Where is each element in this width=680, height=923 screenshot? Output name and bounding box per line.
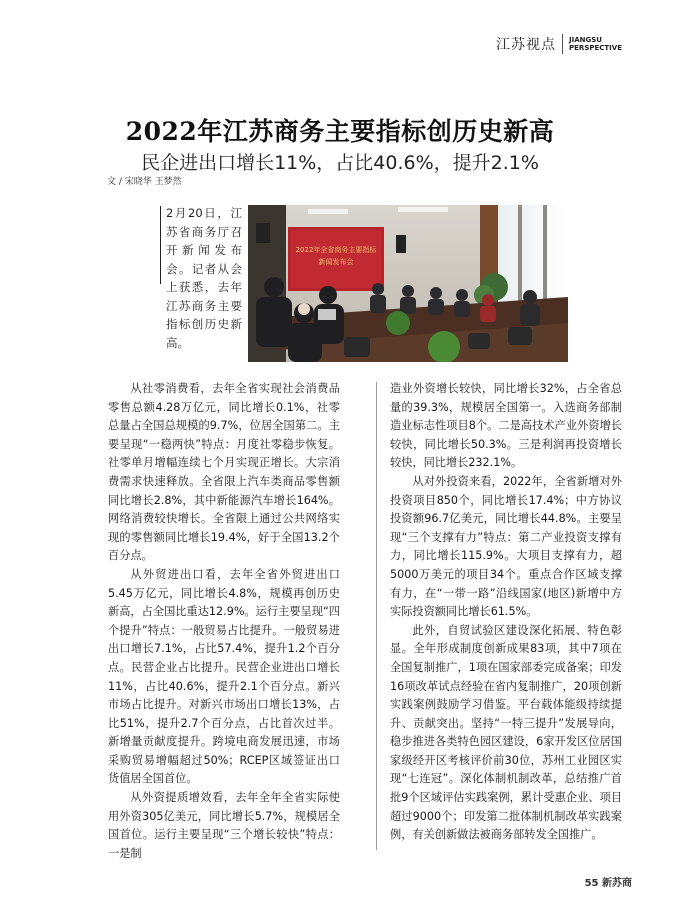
- paragraph: 从社零消费看，去年全省实现社会消费品零售总额4.28万亿元，同比增长0.1%，社零总量占全国总规模的9.7%，位居全国第二。主要呈现“一稳两快”特点：月度社零稳步恢复。社零单月增幅连续七个月实现正增长。大宗消费需求快速释放。全省限上汽车类商品零售额同比增长2.8%，其中新能源汽车增长164%。网络消费较快增长。全省限上通过公共网络实现的零售额同比增长19.4%，好于全国13.2个百分点。: [108, 382, 340, 563]
- paragraph: 造业外资增长较快，同比增长32%，占全省总量的39.3%，规模居全国第一。入选商务部制造业标志性项目8个。二是高技术产业外资增长较快，同比增长50.3%。三是利润再投资增长较快，同比增长232.1%。: [390, 382, 622, 470]
- body-column-left: [108, 380, 340, 863]
- section-header: [496, 34, 622, 54]
- column-divider: [376, 382, 377, 850]
- banner-line-1: 2022年全省商务主要指标: [295, 246, 377, 254]
- paragraph: 从外贸进出口看，去年全省外贸进出口5.45万亿元，同比增长4.8%，规模再创历史新高，占全国比重达12.9%。运行主要呈现“四个提升”特点：一般贸易占比提升。一般贸易进出口增长7.1%，占比57.4%，提升1.2个百分点。民营企业占比提升。民营企业进出口增长11%，占比40.6%，提升2.1个百分点。新兴市场占比提升。对新兴市场出口增长13%，占比51%，提升2.7个百分点，占比首次过半。新增量贡献度提升。跨境电商发展迅速，市场采购贸易增幅超过50%；RCEP区域签证出口货值居全国首位。: [108, 567, 340, 786]
- section-name-en: JIANGSU PERSPECTIVE: [569, 36, 622, 52]
- article-title: 2022年江苏商务主要指标创历史新高: [125, 117, 555, 146]
- paragraph: 从对外投资来看，2022年，全省新增对外投资项目850个，同比增长17.4%；中方协议投资额96.7亿美元，同比增长44.8%。主要呈现“三个支撑有力”特点：第二产业投资支撑有力，同比增长115.9%。大项目支撑有力，超5000万美元的项目34个。重点合作区域支撑有力，在“一带一路”沿线国家(地区)新增中方实际投资额同比增长61.5%。: [390, 474, 622, 619]
- body-column-right: [390, 380, 622, 845]
- press-conference-photo: [248, 205, 568, 362]
- banner-line-2: 新闻发布会: [318, 258, 354, 266]
- section-name: 江苏视点: [496, 37, 557, 53]
- byline: 文 / 宋晓华 王梦然: [107, 177, 182, 187]
- lede-text: 2月20日，江苏省商务厅召开新闻发布会。记者从会上获悉，去年江苏商务主要指标创历史新高。: [166, 206, 242, 350]
- lede-rule: [160, 206, 161, 284]
- paragraph: 此外，自贸试验区建设深化拓展、特色彰显。全年形成制度创新成果83项，其中7项在全国复制推广，1项在国家部委完成备案；印发16项改革试点经验在省内复制推广，20项创新实践案例鼓励学习借鉴。平台载体能级持续提升、贡献突出。坚持“一特三提升”发展导向，稳步推进各类特色园区建设，6家开发区位居国家级经开区考核评价前30位，苏州工业园区实现“七连冠”。深化体制机制改革，总结推广首批9个区域评估实践案例，累计受惠企业、项目超过9000个；印发第二批体制机制改革实践案例，有关创新做法被商务部转发全国推广。: [390, 623, 622, 842]
- article-subtitle: 民企进出口增长11%，占比40.6%，提升2.1%: [141, 152, 539, 174]
- page-number: 55 新苏商: [584, 878, 632, 889]
- header-divider: [562, 34, 563, 54]
- paragraph: 从外资提质增效看，去年全年全省实际使用外资305亿美元，同比增长5.7%，规模居全国首位。运行主要呈现“三个增长较快”特点：一是制: [108, 791, 340, 860]
